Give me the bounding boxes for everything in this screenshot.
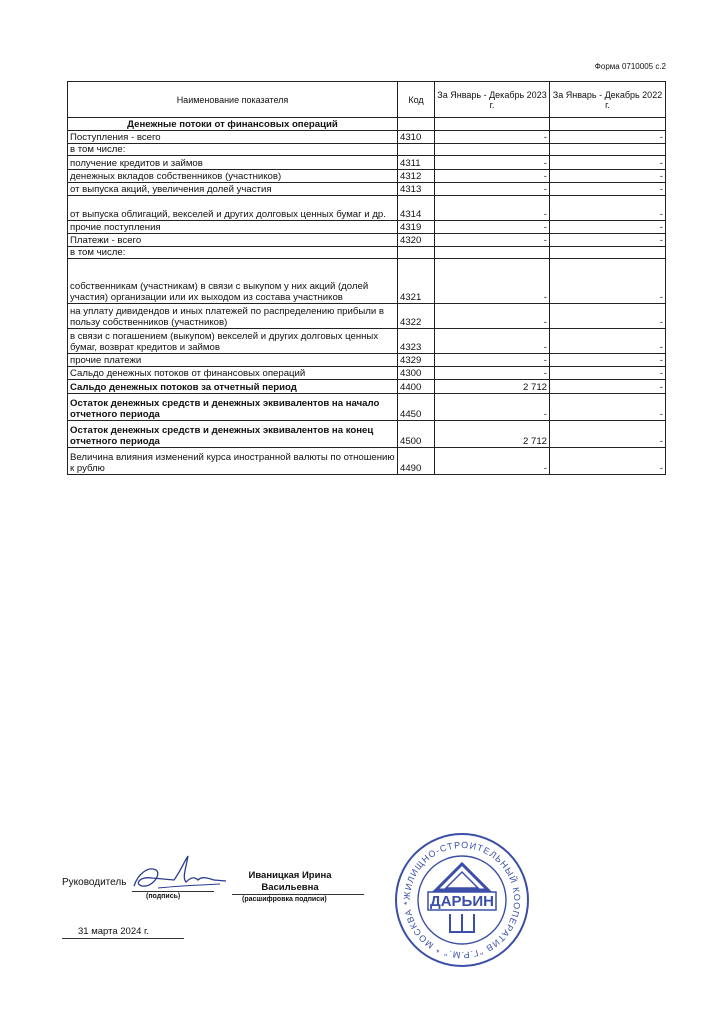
cash-flow-table (67, 81, 666, 475)
row-code: 4329 (398, 354, 435, 367)
signer-name-line2: Васильевна (261, 882, 319, 893)
row-value-2022: - (550, 170, 666, 183)
row-label: от выпуска облигаций, векселей и других долговых ценных бумаг и др. (68, 196, 398, 221)
row-label: прочие поступления (68, 221, 398, 234)
row-value-2022: - (550, 156, 666, 170)
table-row (68, 144, 666, 156)
header-row (68, 82, 666, 118)
sign-date: 31 марта 2024 г. (78, 926, 149, 937)
row-value-2023: - (435, 329, 550, 354)
signer-name (240, 870, 340, 894)
row-value-2023 (435, 144, 550, 156)
row-value-2023: - (435, 354, 550, 367)
row-value-2022: - (550, 380, 666, 394)
row-code: 4400 (398, 380, 435, 394)
row-code: 4311 (398, 156, 435, 170)
row-value-2023 (435, 247, 550, 259)
row-label: денежных вкладов собственников (участников) (68, 170, 398, 183)
handwritten-signature (128, 852, 228, 896)
signature-caption: (подпись) (146, 893, 181, 900)
row-label: Сальдо денежных потоков за отчетный период (68, 380, 398, 394)
row-value-2023: - (435, 183, 550, 196)
header-name: Наименование показателя (68, 82, 398, 118)
row-value-2022: - (550, 421, 666, 448)
row-value-2022: - (550, 394, 666, 421)
row-value-2023: - (435, 448, 550, 475)
row-label: в том числе: (68, 247, 398, 259)
table-row (68, 367, 666, 380)
row-value-2022: - (550, 234, 666, 247)
row-code: 4314 (398, 196, 435, 221)
table-row (68, 131, 666, 144)
row-value-2022: - (550, 354, 666, 367)
table-row (68, 394, 666, 421)
signature-line (132, 891, 214, 892)
row-label: в связи с погашением (выкупом) векселей и других долговых ценных бумаг, возврат кредитов и займов (68, 329, 398, 354)
table-row (68, 380, 666, 394)
role-label: Руководитель (62, 877, 127, 888)
stamp-center-text: ДАРЬИН (430, 893, 494, 910)
row-code: 4319 (398, 221, 435, 234)
row-code: 4313 (398, 183, 435, 196)
row-label: получение кредитов и займов (68, 156, 398, 170)
row-value-2023: - (435, 234, 550, 247)
table-row (68, 170, 666, 183)
row-value-2023: - (435, 304, 550, 329)
row-code: 4300 (398, 367, 435, 380)
row-code: 4490 (398, 448, 435, 475)
table-row (68, 304, 666, 329)
row-value-2023: 2 712 (435, 380, 550, 394)
row-label: на уплату дивидендов и иных платежей по распределению прибыли в пользу собственников (участников) (68, 304, 398, 329)
signer-name-line1: Иваницкая Ирина (248, 870, 332, 881)
table-row (68, 247, 666, 259)
row-code: 4450 (398, 394, 435, 421)
row-code: 4500 (398, 421, 435, 448)
row-value-2023: 2 712 (435, 421, 550, 448)
table-row (68, 234, 666, 247)
row-value-2023: - (435, 196, 550, 221)
table-row (68, 354, 666, 367)
organization-stamp (392, 830, 532, 970)
table-row (68, 196, 666, 221)
date-line (62, 938, 184, 939)
row-label: Поступления - всего (68, 131, 398, 144)
row-value-2022: - (550, 131, 666, 144)
table-row (68, 421, 666, 448)
table-row (68, 259, 666, 304)
row-value-2023: - (435, 259, 550, 304)
row-label: Величина влияния изменений курса иностранной валюты по отношению к рублю (68, 448, 398, 475)
row-label: Сальдо денежных потоков от финансовых операций (68, 367, 398, 380)
header-year-2022: За Январь - Декабрь 2022 г. (550, 82, 666, 118)
row-value-2022: - (550, 329, 666, 354)
row-value-2022: - (550, 367, 666, 380)
form-id: Форма 0710005 с.2 (594, 62, 666, 71)
row-value-2023: - (435, 367, 550, 380)
row-value-2023: - (435, 131, 550, 144)
section-title-row (68, 118, 666, 131)
row-value-2023: - (435, 170, 550, 183)
row-code: 4312 (398, 170, 435, 183)
row-code: 4320 (398, 234, 435, 247)
row-value-2022: - (550, 448, 666, 475)
row-label: Платежи - всего (68, 234, 398, 247)
table-row (68, 183, 666, 196)
row-value-2022: - (550, 259, 666, 304)
name-caption: (расшифровка подписи) (242, 896, 327, 903)
row-code: 4323 (398, 329, 435, 354)
row-value-2022: - (550, 183, 666, 196)
table-row (68, 156, 666, 170)
row-label: собственникам (участникам) в связи с выкупом у них акций (долей участия) организации или их выходом из состава участников (68, 259, 398, 304)
row-code: 4322 (398, 304, 435, 329)
name-line (232, 894, 364, 895)
row-value-2022: - (550, 304, 666, 329)
row-value-2022 (550, 144, 666, 156)
row-value-2023: - (435, 221, 550, 234)
row-value-2022: - (550, 221, 666, 234)
row-label: прочие платежи (68, 354, 398, 367)
stamp-ring-text: ЖИЛИЩНО-СТРОИТЕЛЬНЫЙ КООПЕРАТИВ "Г.Р.М." * МОСКВА * (401, 839, 523, 961)
section-title: Денежные потоки от финансовых операций (68, 118, 398, 131)
row-code: 4321 (398, 259, 435, 304)
row-label: Остаток денежных средств и денежных эквивалентов на конец отчетного периода (68, 421, 398, 448)
row-code (398, 144, 435, 156)
row-code (398, 247, 435, 259)
row-code: 4310 (398, 131, 435, 144)
row-label: Остаток денежных средств и денежных эквивалентов на начало отчетного периода (68, 394, 398, 421)
table-row (68, 221, 666, 234)
table-row (68, 448, 666, 475)
table-row (68, 329, 666, 354)
header-year-2023: За Январь - Декабрь 2023 г. (435, 82, 550, 118)
row-value-2023: - (435, 394, 550, 421)
row-label: от выпуска акций, увеличения долей участия (68, 183, 398, 196)
header-code: Код (398, 82, 435, 118)
row-value-2022 (550, 247, 666, 259)
row-value-2022: - (550, 196, 666, 221)
row-label: в том числе: (68, 144, 398, 156)
row-value-2023: - (435, 156, 550, 170)
